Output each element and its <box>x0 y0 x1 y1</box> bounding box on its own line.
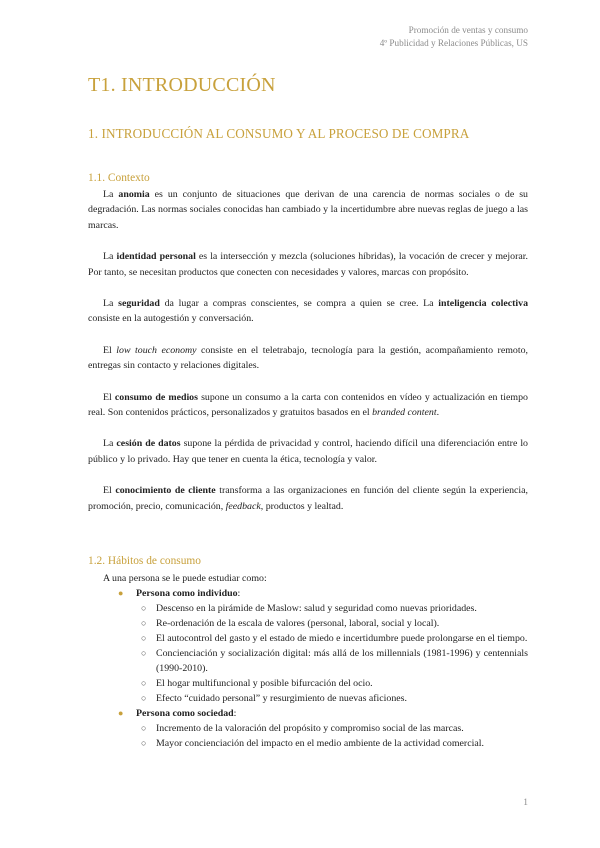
group-label: Persona como sociedad <box>136 708 234 719</box>
sub-list <box>136 721 528 751</box>
list-item: ○ Re-ordenación de la escala de valores (personal, laboral, social y local). <box>141 618 440 629</box>
circle-bullet-icon: ○ <box>141 618 147 628</box>
term-cliente: conocimiento de cliente <box>115 485 216 497</box>
sub-list <box>136 601 528 706</box>
circle-bullet-icon: ○ <box>141 693 147 703</box>
group-sociedad: ● Persona como sociedad: ○ Incremento de la valoración del propósito y compromiso social de las marcas. ○ Mayor concienciación del impacto en el medio ambiente de la actividad comercial. <box>103 706 528 751</box>
list-intro: A una persona se le puede estudiar como: <box>103 573 267 584</box>
bullet-icon: ● <box>118 708 124 718</box>
habits-list <box>103 586 528 751</box>
term-medios: consumo de medios <box>114 391 198 403</box>
list-item: ○ Efecto “cuidado personal” y resurgimiento de nuevas aficiones. <box>141 693 407 704</box>
header-course: Promoción de ventas y consumo <box>408 25 528 35</box>
term-identidad: identidad personal <box>116 251 196 263</box>
circle-bullet-icon: ○ <box>141 603 147 613</box>
term-datos: cesión de datos <box>116 438 181 450</box>
running-header <box>380 24 528 49</box>
paragraph-seguridad: La seguridad da lugar a compras conscientes, se compra a quien se cree. La inteligencia colectiva consiste en la autogestión y conversación. <box>88 298 529 325</box>
term-inteligencia: inteligencia colectiva <box>438 298 529 310</box>
page-title: T1. INTRODUCCIÓN <box>88 74 276 96</box>
context-body <box>88 187 528 514</box>
term-branded: branded content <box>372 407 437 419</box>
list-item: ○ Incremento de la valoración del propósito y compromiso social de las marcas. <box>141 723 464 734</box>
section-heading: 1. INTRODUCCIÓN AL CONSUMO Y AL PROCESO DE COMPRA <box>88 126 470 141</box>
list-item: ○ Mayor concienciación del impacto en el medio ambiente de la actividad comercial. <box>141 738 484 749</box>
circle-bullet-icon: ○ <box>141 648 147 658</box>
circle-bullet-icon: ○ <box>141 723 147 733</box>
circle-bullet-icon: ○ <box>141 738 147 748</box>
term-anomia: anomia <box>118 189 150 200</box>
list-item: ○ Descenso en la pirámide de Maslow: salud y seguridad como nuevas prioridades. <box>141 603 477 614</box>
term-feedback: feedback <box>225 500 261 512</box>
list-item: ○ El autocontrol del gasto y el estado de miedo e incertidumbre puede prolongarse en el tiempo. <box>141 633 528 644</box>
bullet-icon: ● <box>118 588 124 598</box>
paragraph-anomia: La anomia es un conjunto de situaciones que derivan de una carencia de normas sociales o de su degradación. Las normas sociales conocidas han cambiado y la incertidumbre abre nuevas reglas de juego a las marcas. <box>88 189 528 231</box>
page-number: 1 <box>523 798 528 808</box>
list-item: ○ El hogar multifuncional y posible bifurcación del ocio. <box>141 678 373 689</box>
circle-bullet-icon: ○ <box>141 678 147 688</box>
subsection-heading-context: 1.1. Contexto <box>88 172 150 184</box>
group-individuo: ● Persona como individuo: ○ Descenso en la pirámide de Maslow: salud y seguridad como nuevas prioridades. ○ Re-ordenación de la escala de valores (personal, laboral, social y local). ○ El autocontrol del gasto y el estado de miedo e incertidumbre puede prolongarse en el tiempo. ○ Concienciación y socialización digital: más allá de los millennials (1981-1996) y centennials (1990-2010). ○ El hogar multifuncional y posible bifurcación del ocio. ○ Efecto “cuidado personal” y resurgimiento de nuevas aficiones. <box>118 588 528 704</box>
paragraph-cliente: El conocimiento de cliente transforma a las organizaciones en función del cliente según la experiencia, promoción, precio, comunicación, feedback, productos y lealtad. <box>88 485 528 512</box>
group-label: Persona como individuo <box>136 588 238 599</box>
paragraph-low-touch: El low touch economy consiste en el teletrabajo, tecnología para la gestión, acompañamiento remoto, entregas sin contacto y relaciones digitales. <box>88 344 528 372</box>
list-item: ○ Concienciación y socialización digital: más allá de los millennials (1981-1996) y centennials (1990-2010). <box>141 648 528 674</box>
subsection-heading-habitos: 1.2. Hábitos de consumo <box>88 555 201 567</box>
term-seguridad: seguridad <box>118 298 160 310</box>
circle-bullet-icon: ○ <box>141 633 147 643</box>
term-low-touch: low touch economy <box>116 344 197 356</box>
paragraph-medios: El consumo de medios supone un consumo a la carta con contenidos en vídeo y actualización en tiempo real. Son contenidos prácticos, personalizados y gratuitos basados en el branded content. <box>88 391 528 419</box>
paragraph-datos: La cesión de datos supone la pérdida de privacidad y control, haciendo difícil una diferenciación entre lo público y lo privado. Hay que tener en cuenta la ética, tecnología y valor. <box>88 438 528 465</box>
header-degree: 4º Publicidad y Relaciones Públicas, US <box>379 37 528 48</box>
paragraph-identidad: La identidad personal es la intersección y mezcla (soluciones híbridas), la vocación de crecer y mejorar. Por tanto, se necesitan productos que conecten con necesidades y valores, marcas con propósito. <box>88 251 528 278</box>
